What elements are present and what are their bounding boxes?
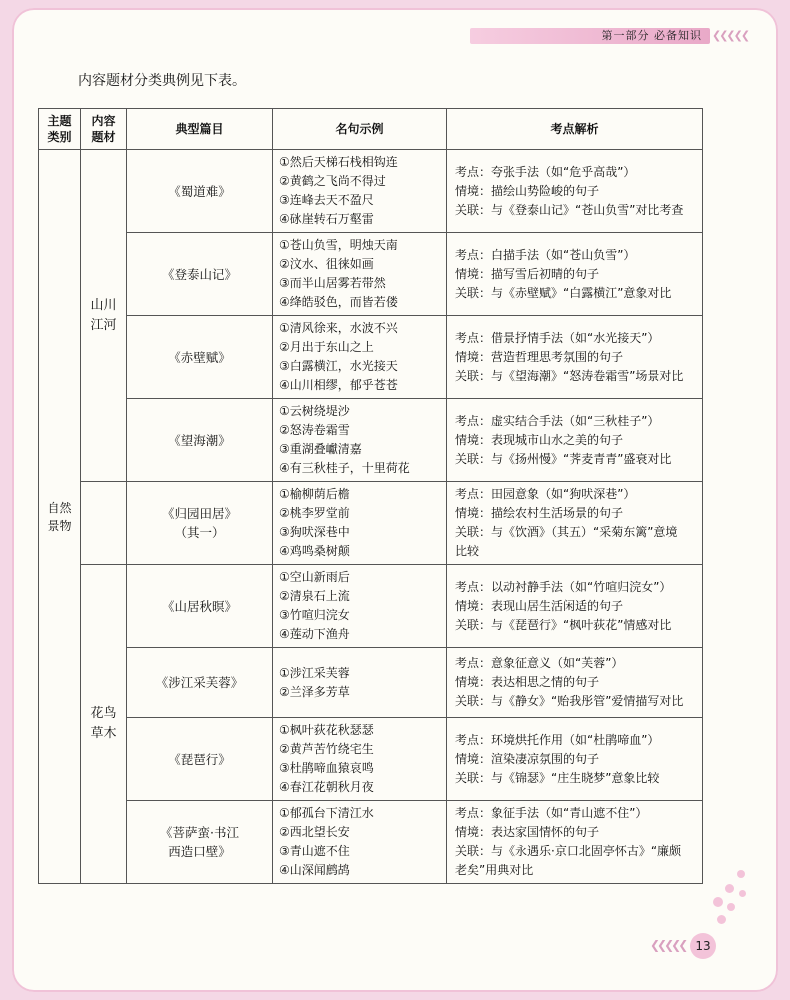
analysis-line: 关联：与《赤壁赋》“白露横江”意象对比 (455, 285, 672, 300)
dot (739, 890, 746, 897)
subject-cell-empty (81, 482, 127, 565)
analysis-line: 考点：夸张手法（如“危乎高哉”） (455, 164, 636, 179)
lines-cell (273, 316, 447, 399)
table-row (39, 316, 703, 399)
work-cell: 《琵琶行》 (127, 718, 273, 801)
dot (717, 915, 726, 924)
work-title: 《归园田居》 (161, 506, 237, 521)
dot (713, 897, 723, 907)
line: ②汶水、徂徕如画 (279, 257, 374, 271)
dot (737, 870, 745, 878)
analysis-line: 比较 (455, 544, 480, 558)
analysis-line: 关联：与《登泰山记》“苍山负雪”对比考查 (455, 202, 684, 217)
table-row (39, 150, 703, 233)
analysis-line: 关联：与《扬州慢》“荠麦青青”盛衰对比 (455, 451, 672, 466)
cell-text: 山川 江河 (90, 297, 117, 333)
line: ④鸡鸣桑树颠 (279, 544, 350, 558)
header-arrows-icon: ❮❮❮❮❮ (712, 29, 749, 42)
line: ①清风徐来，水波不兴 (279, 321, 398, 335)
intro-text: 内容题材分类典例见下表。 (78, 73, 246, 89)
line: ③重湖叠巘清嘉 (279, 442, 362, 456)
line: ④绛皓驳色，而皆若偻 (279, 295, 398, 309)
lines-cell (273, 233, 447, 316)
analysis-line: 关联：与《饮酒》（其五）“采菊东篱”意境 (455, 525, 678, 539)
line: ④有三秋桂子，十里荷花 (279, 461, 410, 475)
work-cell: 《赤壁赋》 (127, 316, 273, 399)
analysis-line: 关联：与《望海潮》“怒涛卷霜雪”场景对比 (455, 368, 684, 383)
dot (725, 884, 734, 893)
table-row (39, 482, 703, 565)
analysis-line: 情境：描绘农村生活场景的句子 (455, 506, 624, 520)
line: ③白露横江，水光接天 (279, 359, 398, 373)
analysis-line: 考点：田园意象（如“狗吠深巷”） (455, 487, 636, 501)
line: ①郁孤台下清江水 (279, 806, 374, 820)
work-subtitle: 西造口壁》 (168, 844, 231, 859)
line: ②黄鹤之飞尚不得过 (279, 174, 386, 188)
analysis-line: 情境：渲染凄凉氛围的句子 (455, 751, 600, 766)
analysis-line: 情境：营造哲理思考氛围的句子 (455, 349, 624, 364)
table-row (39, 801, 703, 884)
analysis-line: 情境：表达相思之情的句子 (455, 675, 600, 689)
line: ①苍山负雪，明烛天南 (279, 238, 398, 252)
work-cell (127, 801, 273, 884)
lines-cell (273, 801, 447, 884)
line: ①榆柳荫后檐 (279, 487, 350, 501)
header-work: 典型篇目 (127, 109, 273, 150)
content-table (38, 108, 703, 884)
table-row (39, 648, 703, 718)
header-theme (39, 109, 81, 150)
lines-cell (273, 482, 447, 565)
analysis-line: 考点：白描手法（如“苍山负雪”） (455, 247, 636, 262)
analysis-line: 情境：表达家国情怀的句子 (455, 825, 600, 839)
line: ③竹喧归浣女 (279, 608, 350, 622)
line: ④春江花朝秋月夜 (279, 780, 374, 794)
line: ②黄芦苦竹绕宅生 (279, 742, 374, 756)
work-cell: 《涉江采芙蓉》 (127, 648, 273, 718)
lines-cell (273, 648, 447, 718)
line: ①云树绕堤沙 (279, 404, 350, 418)
line: ①然后天梯石栈相钩连 (279, 155, 398, 169)
analysis-line: 情境：表现城市山水之美的句子 (455, 432, 624, 447)
work-subtitle: （其一） (174, 525, 225, 540)
cell-text: 主题 类别 (47, 114, 72, 144)
header-subject (81, 109, 127, 150)
header-banner (470, 28, 710, 44)
lines-cell (273, 565, 447, 648)
table-row (39, 718, 703, 801)
line: ③青山遮不住 (279, 844, 350, 858)
analysis-line: 情境：描绘山势险峻的句子 (455, 183, 600, 198)
line: ③而半山居雾若带然 (279, 276, 386, 290)
lines-cell (273, 150, 447, 233)
table-header-row (39, 109, 703, 150)
lines-cell (273, 399, 447, 482)
analysis-cell (447, 233, 703, 316)
analysis-cell (447, 399, 703, 482)
analysis-line: 老矣”用典对比 (455, 863, 534, 877)
analysis-cell (447, 648, 703, 718)
analysis-line: 考点：环境烘托作用（如“杜鹃啼血”） (455, 732, 660, 747)
analysis-line: 考点：象征手法（如“青山遮不住”） (455, 806, 648, 820)
work-cell (127, 482, 273, 565)
analysis-cell (447, 801, 703, 884)
analysis-line: 考点：以动衬静手法（如“竹喧归浣女”） (455, 579, 672, 594)
analysis-cell (447, 150, 703, 233)
work-cell: 《登泰山记》 (127, 233, 273, 316)
line: ④砯崖转石万壑雷 (279, 212, 374, 226)
analysis-cell (447, 316, 703, 399)
line: ②清泉石上流 (279, 589, 350, 603)
table-row (39, 565, 703, 648)
line: ③连峰去天不盈尺 (279, 193, 374, 207)
analysis-line: 关联：与《锦瑟》“庄生晓梦”意象比较 (455, 770, 660, 785)
analysis-cell (447, 565, 703, 648)
line: ②西北望长安 (279, 825, 350, 839)
line: ②月出于东山之上 (279, 340, 374, 354)
line: ①枫叶荻花秋瑟瑟 (279, 723, 374, 737)
footer-arrows-icon: ❮❮❮❮❮ (650, 938, 686, 952)
theme-cell (39, 150, 81, 884)
cell-text: 内容 题材 (91, 114, 116, 144)
table-row (39, 399, 703, 482)
line: ②桃李罗堂前 (279, 506, 350, 520)
analysis-cell (447, 718, 703, 801)
analysis-line: 关联：与《永遇乐·京口北固亭怀古》“廉颇 (455, 844, 682, 858)
analysis-line: 情境：描写雪后初晴的句子 (455, 266, 600, 281)
analysis-line: 关联：与《琵琶行》“枫叶荻花”情感对比 (455, 617, 672, 632)
work-title: 《菩萨蛮·书江 (160, 825, 239, 840)
analysis-line: 关联：与《静女》“贻我彤管”爱情描写对比 (455, 694, 684, 708)
cell-text: 花鸟 草木 (90, 706, 117, 741)
line: ①涉江采芙蓉 (279, 665, 350, 680)
subject-cell-mountains (81, 150, 127, 482)
dot (727, 903, 735, 911)
line: ③杜鹃啼血猿哀鸣 (279, 761, 374, 775)
cell-text: 自然 景物 (47, 500, 72, 533)
line: ④山川相缪，郁乎苍苍 (279, 378, 398, 392)
line: ③狗吠深巷中 (279, 525, 350, 539)
line: ②兰泽多芳草 (279, 684, 350, 699)
section-title: 第一部分 必备知识 (601, 29, 702, 42)
line: ④山深闻鹧鸪 (279, 863, 350, 877)
line: ①空山新雨后 (279, 570, 350, 584)
work-cell: 《蜀道难》 (127, 150, 273, 233)
analysis-line: 情境：表现山居生活闲适的句子 (455, 598, 624, 613)
analysis-line: 考点：虚实结合手法（如“三秋桂子”） (455, 413, 660, 428)
line: ②怒涛卷霜雪 (279, 423, 350, 437)
line: ④莲动下渔舟 (279, 627, 350, 641)
header-lines: 名句示例 (273, 109, 447, 150)
lines-cell (273, 718, 447, 801)
table-row (39, 233, 703, 316)
work-cell: 《望海潮》 (127, 399, 273, 482)
analysis-line: 考点：借景抒情手法（如“水光接天”） (455, 330, 660, 345)
work-cell: 《山居秋暝》 (127, 565, 273, 648)
analysis-line: 考点：意象征意义（如“芙蓉”） (455, 656, 624, 670)
analysis-cell (447, 482, 703, 565)
page-number: 13 (690, 933, 716, 959)
subject-cell-flowers (81, 565, 127, 884)
header-analysis: 考点解析 (447, 109, 703, 150)
